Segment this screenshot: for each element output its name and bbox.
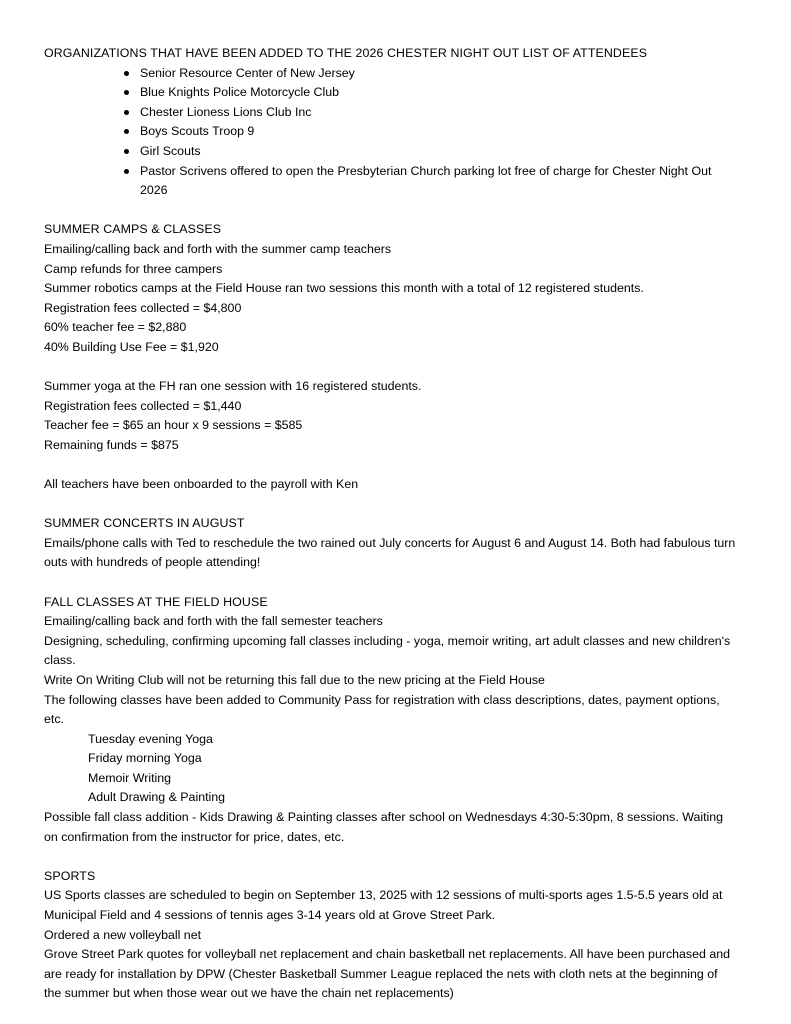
class-list-item: Friday morning Yoga [88, 751, 202, 766]
attendees-bullet-list [44, 64, 736, 201]
bullet-dot-icon [124, 90, 129, 95]
text-line: Registration fees collected = $4,800 [44, 300, 242, 315]
list-item-label: Boys Scouts Troop 9 [140, 124, 255, 139]
spacer [44, 495, 736, 515]
text-line: 60% teacher fee = $2,880 [44, 320, 187, 335]
text-line: Ordered a new volleyball net [44, 927, 202, 942]
text-line: Summer robotics camps at the Field House ran two sessions this month with a total of 12 registered students. [44, 281, 644, 296]
list-item-label: Senior Resource Center of New Jersey [140, 65, 355, 80]
text-paragraph: The following classes have been added to Community Pass for registration with class descriptions, dates, payment options, etc. [44, 692, 720, 727]
spacer [44, 201, 736, 221]
list-item-label: Blue Knights Police Motorcycle Club [140, 85, 340, 100]
list-item [44, 162, 736, 201]
section-heading-summer-camps: SUMMER CAMPS & CLASSES [44, 222, 222, 237]
document-body [44, 44, 736, 1004]
list-item-label: Pastor Scrivens offered to open the Presbyterian Church parking lot free of charge for Chester Night Out 2026 [140, 163, 712, 198]
spacer [44, 573, 736, 593]
bullet-dot-icon [124, 71, 129, 76]
text-paragraph: Possible fall class addition - Kids Drawing & Painting classes after school on Wednesdays 4:30-5:30pm, 8 sessions. Waiting on confirmation from the instructor for price, dates, etc. [44, 810, 724, 844]
list-item [44, 142, 736, 162]
class-list-item: Adult Drawing & Painting [88, 790, 226, 805]
text-paragraph: Grove Street Park quotes for volleyball net replacement and chain basketball net replacements. All have been purchased and are ready for installation by DPW (Chester Basketball Summer League replaced the nets with cloth nets at the beginning of the summer but when those wear out we have the chain net replacements) [44, 947, 731, 1001]
list-item [44, 103, 736, 123]
list-item-label: Girl Scouts [140, 143, 201, 158]
bullet-dot-icon [124, 149, 129, 154]
bullet-dot-icon [124, 110, 129, 115]
class-list-item: Memoir Writing [88, 770, 172, 785]
spacer [44, 357, 736, 377]
text-paragraph: Emails/phone calls with Ted to reschedule the two rained out July concerts for August 6 and August 14. Both had fabulous turn outs with hundreds of people attending! [44, 535, 736, 570]
text-line: Remaining funds = $875 [44, 437, 179, 452]
text-line: 40% Building Use Fee = $1,920 [44, 339, 219, 354]
text-line: Registration fees collected = $1,440 [44, 398, 242, 413]
text-paragraph: US Sports classes are scheduled to begin on September 13, 2025 with 12 sessions of multi-sports ages 1.5-5.5 years old at Municipal Field and 4 sessions of tennis ages 3-14 years old at Grove Street Park. [44, 888, 723, 923]
section-heading-summer-concerts: SUMMER CONCERTS IN AUGUST [44, 516, 245, 531]
text-line: Teacher fee = $65 an hour x 9 sessions = $585 [44, 418, 303, 433]
list-item [44, 64, 736, 84]
spacer [44, 455, 736, 475]
text-line: Emailing/calling back and forth with the summer camp teachers [44, 241, 392, 256]
list-item [44, 83, 736, 103]
section-heading-sports: SPORTS [44, 868, 96, 883]
bullet-dot-icon [124, 169, 129, 174]
text-line: Emailing/calling back and forth with the fall semester teachers [44, 614, 383, 629]
list-item [44, 122, 736, 142]
section-heading-fall-classes: FALL CLASSES AT THE FIELD HOUSE [44, 594, 268, 609]
text-line: Summer yoga at the FH ran one session with 16 registered students. [44, 379, 422, 394]
text-paragraph: Designing, scheduling, confirming upcoming fall classes including - yoga, memoir writing, art adult classes and new children's class. [44, 633, 731, 668]
spacer [44, 847, 736, 867]
payroll-note: All teachers have been onboarded to the payroll with Ken [44, 477, 359, 492]
text-line: Camp refunds for three campers [44, 261, 223, 276]
bullet-dot-icon [124, 129, 129, 134]
list-item-label: Chester Lioness Lions Club Inc [140, 104, 312, 119]
text-line: Write On Writing Club will not be returning this fall due to the new pricing at the Field House [44, 672, 545, 687]
section-heading-attendees: ORGANIZATIONS THAT HAVE BEEN ADDED TO THE 2026 CHESTER NIGHT OUT LIST OF ATTENDEES [44, 46, 648, 60]
class-list-item: Tuesday evening Yoga [88, 731, 213, 746]
